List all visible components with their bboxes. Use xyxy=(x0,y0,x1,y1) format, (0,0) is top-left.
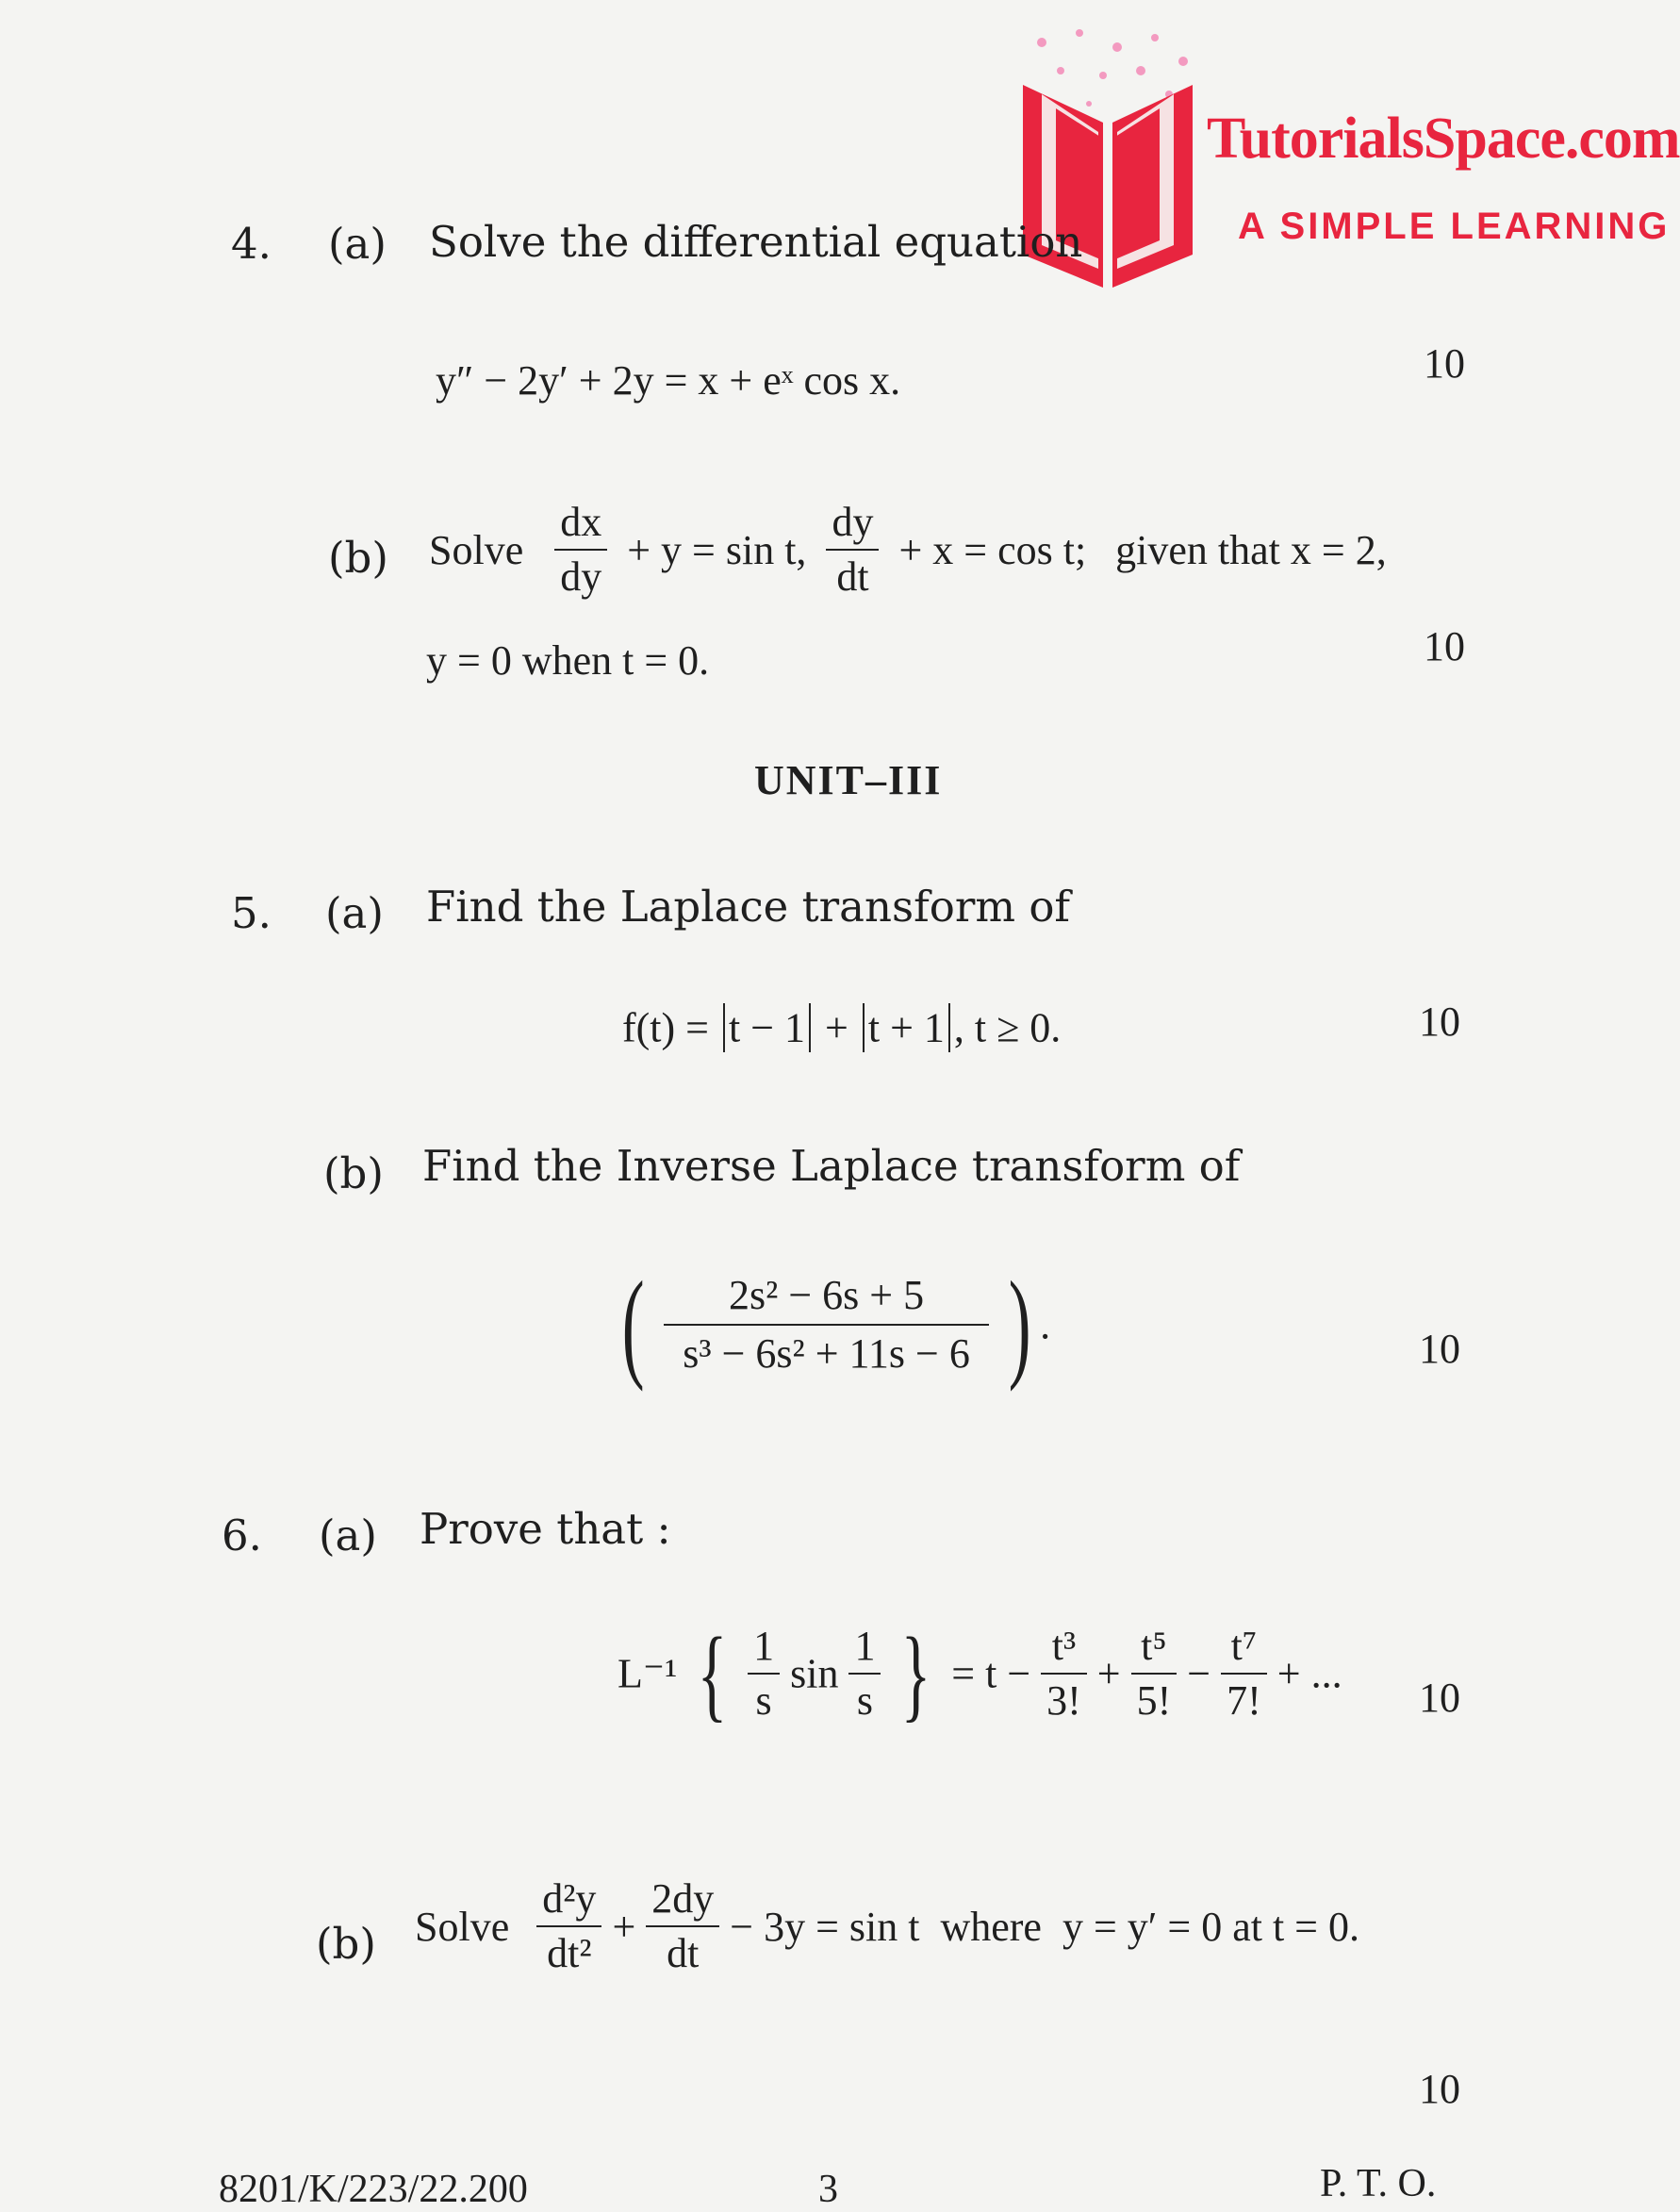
q6b-frac-2 xyxy=(646,1876,719,1977)
q6b-frac-1 xyxy=(536,1876,601,1977)
q6b-plus: + xyxy=(612,1903,636,1950)
q5b-fraction xyxy=(664,1273,989,1378)
q6a-eq-start: = t − xyxy=(951,1650,1031,1697)
q4b-line2: y = 0 when t = 0. xyxy=(426,637,710,684)
q4b-f1-den: dy xyxy=(560,553,602,601)
q6-number: 6. xyxy=(222,1510,262,1560)
q4b-label: (b) xyxy=(328,533,388,583)
q6b-f1-num: d²y xyxy=(536,1876,601,1927)
q4b-f2-den: dt xyxy=(836,553,869,601)
q6a-op: L⁻¹ xyxy=(618,1650,678,1697)
q6a-minus: − xyxy=(1187,1650,1211,1697)
q5a-plus: + xyxy=(825,1004,848,1051)
q6a-frac-1s-2 xyxy=(848,1624,881,1725)
q5a-equation xyxy=(622,999,1061,1052)
q6a-term-t5 xyxy=(1131,1624,1178,1725)
q5b-text: Find the Inverse Laplace transform of xyxy=(422,1141,1241,1191)
q6a-frac2-num: 1 xyxy=(848,1624,881,1675)
q6b-f2-num: 2dy xyxy=(646,1876,719,1927)
q5a-marks: 10 xyxy=(1419,999,1460,1045)
q4b-fraction-1 xyxy=(554,500,607,601)
q5b-num: 2s² − 6s + 5 xyxy=(664,1273,989,1326)
left-brace: { xyxy=(697,1616,728,1731)
q5b-den: s³ − 6s² + 11s − 6 xyxy=(683,1330,970,1377)
q4b-marks: 10 xyxy=(1424,623,1465,669)
q4a-text: Solve the differential equation xyxy=(429,217,1083,267)
q6a-t7-den: 7! xyxy=(1227,1677,1261,1724)
q4b-fraction-2 xyxy=(826,500,879,601)
q6b-f2-den: dt xyxy=(667,1930,700,1977)
q6b-solve: Solve xyxy=(415,1903,510,1950)
q6a-term-t3 xyxy=(1041,1624,1087,1725)
q6a-text: Prove that : xyxy=(420,1504,671,1554)
q4a-equation: y″ − 2y′ + 2y = x + eˣ cos x. xyxy=(436,357,901,404)
q6a-t3-num: t³ xyxy=(1041,1624,1087,1675)
q5-number: 5. xyxy=(231,888,272,938)
left-paren: ( xyxy=(621,1257,645,1393)
abs-bar xyxy=(723,1003,725,1052)
q6a-frac-den: s xyxy=(755,1677,772,1724)
q4b-mid1: + y = sin t, xyxy=(627,526,807,573)
q5b-marks: 10 xyxy=(1419,1326,1460,1372)
q5b-expression: ( $\frac{\text{2s² − 6s + 5}}{\text{s³ − 6s² + 11s − 6}}$ ) . xyxy=(621,1257,1051,1393)
q5a-text: Find the Laplace transform of xyxy=(426,882,1071,932)
q5a-tail: , t ≥ 0. xyxy=(953,1004,1062,1051)
q6a-plus: + xyxy=(1096,1650,1121,1697)
abs-bar xyxy=(948,1003,950,1052)
footer-page-number: 3 xyxy=(818,2168,838,2211)
q5a-lhs: f(t) = xyxy=(622,1004,709,1051)
q6a-frac-1s xyxy=(748,1624,780,1725)
q6a-t7-num: t⁷ xyxy=(1221,1624,1267,1675)
q6b-label: (b) xyxy=(316,1919,376,1969)
logo-name: TutorialsSpace.com xyxy=(1207,107,1680,171)
q5a-label: (a) xyxy=(325,888,384,938)
q6b-equation xyxy=(415,1876,1359,1977)
q6a-t5-den: 5! xyxy=(1136,1677,1172,1724)
q6a-t3-den: 3! xyxy=(1046,1677,1081,1724)
right-brace: } xyxy=(901,1616,931,1731)
q4b-solve: Solve xyxy=(429,526,524,573)
q6b-marks: 10 xyxy=(1419,2066,1460,2112)
q6a-frac-num: 1 xyxy=(748,1624,780,1675)
q6a-label: (a) xyxy=(319,1510,377,1560)
q4a-marks: 10 xyxy=(1424,340,1465,387)
q6a-t5-num: t⁵ xyxy=(1131,1624,1178,1675)
q6b-rest: − 3y = sin t where y = y′ = 0 at t = 0. xyxy=(730,1903,1359,1950)
q5b-label: (b) xyxy=(323,1148,384,1198)
q5a-abs2: t + 1 xyxy=(867,1004,945,1051)
q5a-abs1: t − 1 xyxy=(729,1004,806,1051)
q6a-tail: + ... xyxy=(1276,1650,1342,1697)
q6a-equation xyxy=(618,1616,1342,1731)
q4-number: 4. xyxy=(231,219,272,269)
q4b-mid2: + x = cos t; xyxy=(898,526,1087,573)
right-paren: ) xyxy=(1008,1257,1031,1393)
footer-code: 8201/K/223/22.200 xyxy=(219,2168,528,2211)
q6a-frac2-den: s xyxy=(856,1677,874,1724)
q4a-label: (a) xyxy=(328,219,387,269)
q4b-f1-num: dx xyxy=(554,500,607,551)
q6a-term-t7 xyxy=(1221,1624,1267,1725)
abs-bar xyxy=(863,1003,865,1052)
q4b-given: given that x = 2, xyxy=(1115,526,1387,573)
abs-bar xyxy=(809,1003,811,1052)
q4b-system xyxy=(429,500,1387,601)
q6a-marks: 10 xyxy=(1419,1675,1460,1721)
footer-pto: P. T. O. xyxy=(1320,2162,1437,2205)
q6b-f1-den: dt² xyxy=(547,1930,592,1977)
q4b-f2-num: dy xyxy=(826,500,879,551)
logo-tagline: A SIMPLE LEARNING xyxy=(1238,206,1671,247)
logo xyxy=(1013,19,1680,292)
unit-heading: UNIT–III xyxy=(754,757,943,803)
q6a-sin: sin xyxy=(790,1650,839,1697)
